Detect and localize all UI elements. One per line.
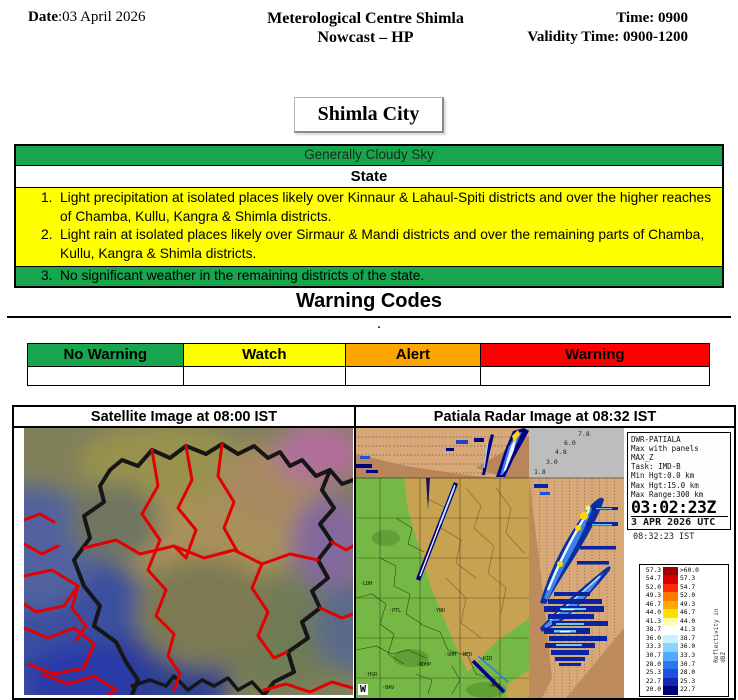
imagery-section — [12, 405, 736, 700]
radar-info-line: MAX_Z — [631, 452, 654, 462]
legend-color-swatch — [663, 678, 678, 687]
legend-color-swatch — [663, 643, 678, 652]
radar-info-line: Task: IMD-B — [631, 462, 681, 472]
radar-legend-row: 44.0 46.7 — [645, 609, 696, 617]
forecast-item-text: Light rain at isolated places likely over Sirmaur & Mandi districts and over the remaining parts of Chamba, Kullu, Kangra & Shimla districts. — [60, 227, 705, 261]
radar-legend-row: 46.7 49.3 — [645, 600, 696, 608]
radar-legend-row: 30.7 33.3 — [645, 651, 696, 659]
warning-empty-cell — [184, 366, 347, 385]
radar-legend-row: 54.7 57.3 — [645, 575, 696, 583]
radar-height-label: 1.8 — [534, 467, 546, 476]
forecast-item — [16, 267, 722, 286]
warning-empty-cell — [28, 366, 184, 385]
state-section-header: State — [16, 165, 722, 188]
radar-legend-row: 22.7 25.3 — [645, 677, 696, 685]
radar-legend-rows — [642, 567, 719, 695]
city-button-row — [0, 97, 738, 133]
satellite-image — [14, 428, 354, 698]
forecast-item — [16, 189, 722, 226]
legend-color-swatch — [663, 592, 678, 601]
centre-name: Meterological Centre Shimla — [267, 10, 464, 27]
header-times — [503, 9, 688, 47]
radar-height-label: 7.8 — [578, 429, 590, 438]
warning-empty-cell — [346, 366, 481, 385]
radar-station-label: ·HSR — [365, 671, 378, 678]
radar-info-box — [627, 432, 731, 530]
header-title — [228, 9, 503, 47]
satellite-title: Satellite Image at 08:00 IST — [14, 407, 354, 428]
warning-codes-table — [27, 343, 710, 386]
radar-legend-row: 52.0 54.7 — [645, 583, 696, 591]
warning-codes-title: Warning Codes — [7, 290, 731, 318]
radar-station-label: ·SHM — [444, 651, 457, 658]
radar-image — [356, 428, 734, 698]
radar-station-label: ·KIR — [480, 655, 493, 662]
radar-legend-row: 20.0 22.7 — [645, 686, 696, 694]
warning-cell-alert: Alert — [346, 344, 481, 366]
warning-header-row — [28, 344, 709, 366]
forecast-item-number: 1. — [41, 190, 53, 205]
radar-station-label: ·PTL — [389, 607, 402, 614]
radar-info-line: Max Range:300 km — [631, 489, 704, 499]
date-value: :03 April 2026 — [58, 9, 146, 25]
radar-info-line: Max Hgt:15.0 km — [631, 480, 699, 490]
legend-color-swatch — [663, 635, 678, 644]
stray-dot: . — [377, 318, 381, 331]
legend-color-swatch — [663, 575, 678, 584]
forecast-item — [16, 226, 722, 263]
forecast-table — [14, 144, 724, 288]
radar-title: Patiala Radar Image at 08:32 IST — [356, 407, 734, 428]
legend-color-swatch — [663, 601, 678, 610]
radar-station-label: ·LDH — [360, 580, 373, 587]
radar-legend-row: 36.0 38.7 — [645, 634, 696, 642]
radar-utc-time: 03:02:23Z — [631, 497, 716, 517]
legend-color-swatch — [663, 626, 678, 635]
warning-cell-no-warning: No Warning — [28, 344, 184, 366]
forecast-item-text: No significant weather in the remaining districts of the state. — [60, 268, 425, 283]
legend-color-swatch — [663, 567, 678, 576]
legend-color-swatch — [663, 609, 678, 618]
radar-legend-row: 38.7 41.3 — [645, 626, 696, 634]
radar-station-label: ·MFD — [460, 651, 473, 658]
legend-color-swatch — [663, 669, 678, 678]
validity-time: Validity Time: 0900-1200 — [527, 29, 688, 45]
radar-height-label: 3.0 — [546, 457, 558, 466]
radar-station-label: ·BAV — [382, 684, 395, 691]
radar-height-label: 6.0 — [564, 438, 576, 447]
forecast-item-number: 2. — [41, 227, 53, 242]
radar-station-label: ·NDHP — [416, 661, 432, 668]
radar-legend-row: 41.3 44.0 — [645, 617, 696, 625]
warning-cell-watch: Watch — [184, 344, 347, 366]
radar-legend-row: 28.0 30.7 — [645, 660, 696, 668]
forecast-item-text: Light precipitation at isolated places likely over Kinnaur & Lahaul-Spiti districts and over the higher reaches of Chamba, Kullu, Kangra & Shimla districts. — [60, 190, 712, 224]
legend-color-swatch — [663, 584, 678, 593]
radar-station-label: ·YND — [433, 607, 446, 614]
radar-legend-row: 57.3 >60.0 — [645, 566, 699, 574]
legend-color-swatch — [663, 686, 678, 695]
radar-legend-row: 25.3 28.0 — [645, 669, 696, 677]
radar-legend-row: 33.3 36.0 — [645, 643, 696, 651]
warning-empty-cell — [481, 366, 709, 385]
radar-station-label: ·AMH — [488, 682, 501, 689]
radar-info-lines — [631, 435, 730, 499]
forecast-items-yellow — [16, 188, 722, 266]
forecast-item-number: 3. — [41, 268, 53, 283]
date-label: Date — [28, 9, 58, 25]
radar-legend — [639, 564, 729, 697]
warning-cell-warning: Warning — [481, 344, 709, 366]
forecast-items-green — [16, 266, 722, 286]
sky-condition-row: Generally Cloudy Sky — [16, 146, 722, 165]
warning-empty-row — [28, 366, 709, 385]
radar-info-line: Max with panels — [631, 443, 699, 453]
radar-info-line: DWR-PATIALA — [631, 434, 681, 444]
issue-time: Time: 0900 — [616, 10, 688, 26]
radar-legend-axis-label: Reflectivity in dBZ — [713, 608, 727, 663]
radar-ist-time: 08:32:23 IST — [633, 531, 695, 542]
legend-color-swatch — [663, 652, 678, 661]
legend-color-swatch — [663, 618, 678, 627]
satellite-panel — [14, 407, 354, 698]
bulletin-type: Nowcast – HP — [317, 29, 414, 46]
radar-compass-west: W — [360, 683, 367, 695]
satellite-image-svg — [24, 428, 353, 695]
radar-info-line: Min Hgt:0.0 km — [631, 471, 695, 481]
page-header — [0, 0, 738, 47]
radar-panel — [354, 407, 734, 698]
radar-legend-row: 49.3 52.0 — [645, 592, 696, 600]
shimla-city-button[interactable]: Shimla City — [294, 97, 444, 133]
radar-utc-date: 3 APR 2026 UTC — [631, 516, 728, 528]
radar-height-label: 4.8 — [555, 447, 567, 456]
legend-color-swatch — [663, 661, 678, 670]
header-date — [28, 9, 228, 47]
